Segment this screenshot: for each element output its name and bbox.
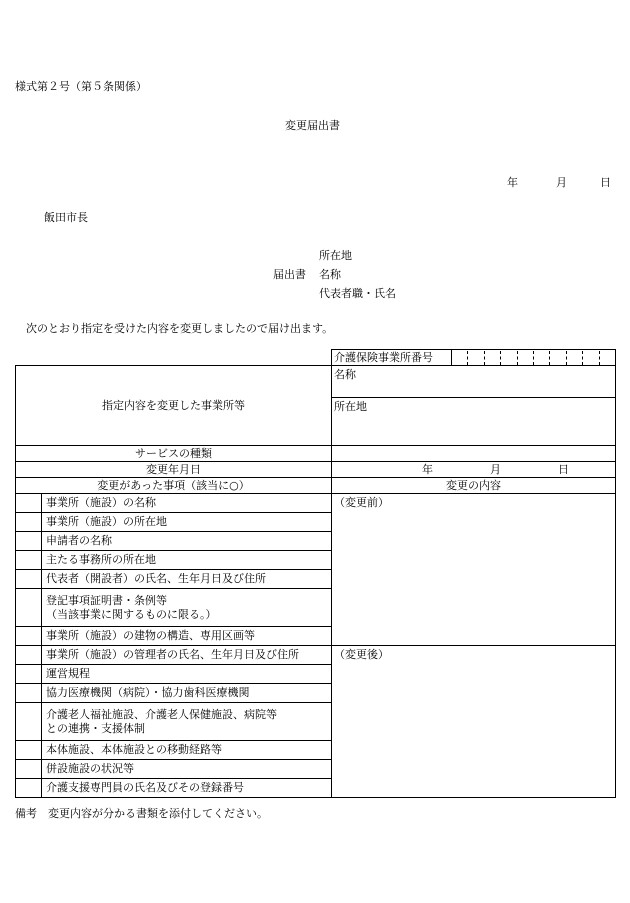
form-number: 様式第２号（第５条関係） <box>15 80 147 93</box>
service-type-field[interactable] <box>332 446 616 462</box>
office-address-label: 所在地 <box>334 400 367 413</box>
document-title: 変更届出書 <box>285 119 340 132</box>
after-change-field[interactable] <box>332 646 616 798</box>
service-type-label: サービスの種類 <box>16 446 332 462</box>
office-address-field[interactable] <box>332 398 616 446</box>
item-check-cell[interactable] <box>16 589 42 627</box>
item-label <box>42 589 332 627</box>
item-check-cell[interactable] <box>16 703 42 741</box>
item-label: 事業所（施設）の建物の構造、専用区画等 <box>42 627 332 646</box>
date-month: 月 <box>556 176 567 189</box>
blank-cell <box>16 350 332 366</box>
changed-office-label: 指定内容を変更した事業所等 <box>16 366 332 446</box>
applicant-address-label: 所在地 <box>319 249 352 262</box>
content-header: 変更の内容 <box>332 478 616 494</box>
item-label: 申請者の名称 <box>42 532 332 551</box>
item-label: 本体施設、本体施設との移動経路等 <box>42 741 332 760</box>
change-form-table <box>15 349 616 798</box>
before-change-label: （変更前） <box>334 496 389 509</box>
item-label: 運営規程 <box>42 665 332 684</box>
item-label: 介護支援専門員の氏名及びその登録番号 <box>42 779 332 798</box>
change-date-day: 日 <box>558 462 569 476</box>
item-label: 事業所（施設）の名称 <box>42 494 332 513</box>
applicant-label: 届出書 <box>273 268 306 281</box>
change-date-label: 変更年月日 <box>16 462 332 478</box>
office-number-label: 介護保険事業所番号 <box>332 350 452 366</box>
before-change-field[interactable] <box>332 494 616 646</box>
item-check-cell[interactable] <box>16 741 42 760</box>
item-label: 主たる事務所の所在地 <box>42 551 332 570</box>
applicant-representative-label: 代表者職・氏名 <box>319 287 396 300</box>
change-date-month: 月 <box>490 462 501 476</box>
item-label-line2: （当該事業に関するものに限る。） <box>46 607 217 621</box>
item-label: 代表者（開設者）の氏名、生年月日及び住所 <box>42 570 332 589</box>
item-label: 事業所（施設）の管理者の氏名、生年月日及び住所 <box>42 646 332 665</box>
item-check-cell[interactable] <box>16 684 42 703</box>
item-check-cell[interactable] <box>16 779 42 798</box>
office-name-field[interactable] <box>332 366 616 398</box>
item-label: 事業所（施設）の所在地 <box>42 513 332 532</box>
item-check-cell[interactable] <box>16 551 42 570</box>
item-label: 併設施設の状況等 <box>42 760 332 779</box>
item-label: 協力医療機関（病院）・協力歯科医療機関 <box>42 684 332 703</box>
change-date-year: 年 <box>422 462 433 476</box>
date-day: 日 <box>600 176 611 189</box>
items-header: 変更があった事項（該当に○） <box>16 478 332 494</box>
item-check-cell[interactable] <box>16 494 42 513</box>
item-check-cell[interactable] <box>16 627 42 646</box>
office-number-field[interactable] <box>452 350 616 366</box>
office-name-label: 名称 <box>334 368 356 381</box>
applicant-name-label: 名称 <box>319 268 341 281</box>
item-check-cell[interactable] <box>16 760 42 779</box>
remarks: 備考 変更内容が分かる書類を添付してください。 <box>15 807 268 820</box>
after-change-label: （変更後） <box>334 648 389 661</box>
change-date-field[interactable] <box>332 462 616 478</box>
addressee: 飯田市長 <box>44 211 88 224</box>
item-label-line1: 介護老人福祉施設、介護老人保健施設、病院等 <box>46 707 277 721</box>
item-check-cell[interactable] <box>16 665 42 684</box>
item-check-cell[interactable] <box>16 513 42 532</box>
date-year: 年 <box>507 176 518 189</box>
item-check-cell[interactable] <box>16 646 42 665</box>
office-number-digits <box>452 351 615 365</box>
item-label-line1: 登記事項証明書・条例等 <box>46 593 167 607</box>
statement: 次のとおり指定を受けた内容を変更しましたので届け出ます。 <box>26 322 334 335</box>
item-check-cell[interactable] <box>16 570 42 589</box>
item-check-cell[interactable] <box>16 532 42 551</box>
item-label-line2: との連携・支援体制 <box>46 721 145 735</box>
item-label <box>42 703 332 741</box>
